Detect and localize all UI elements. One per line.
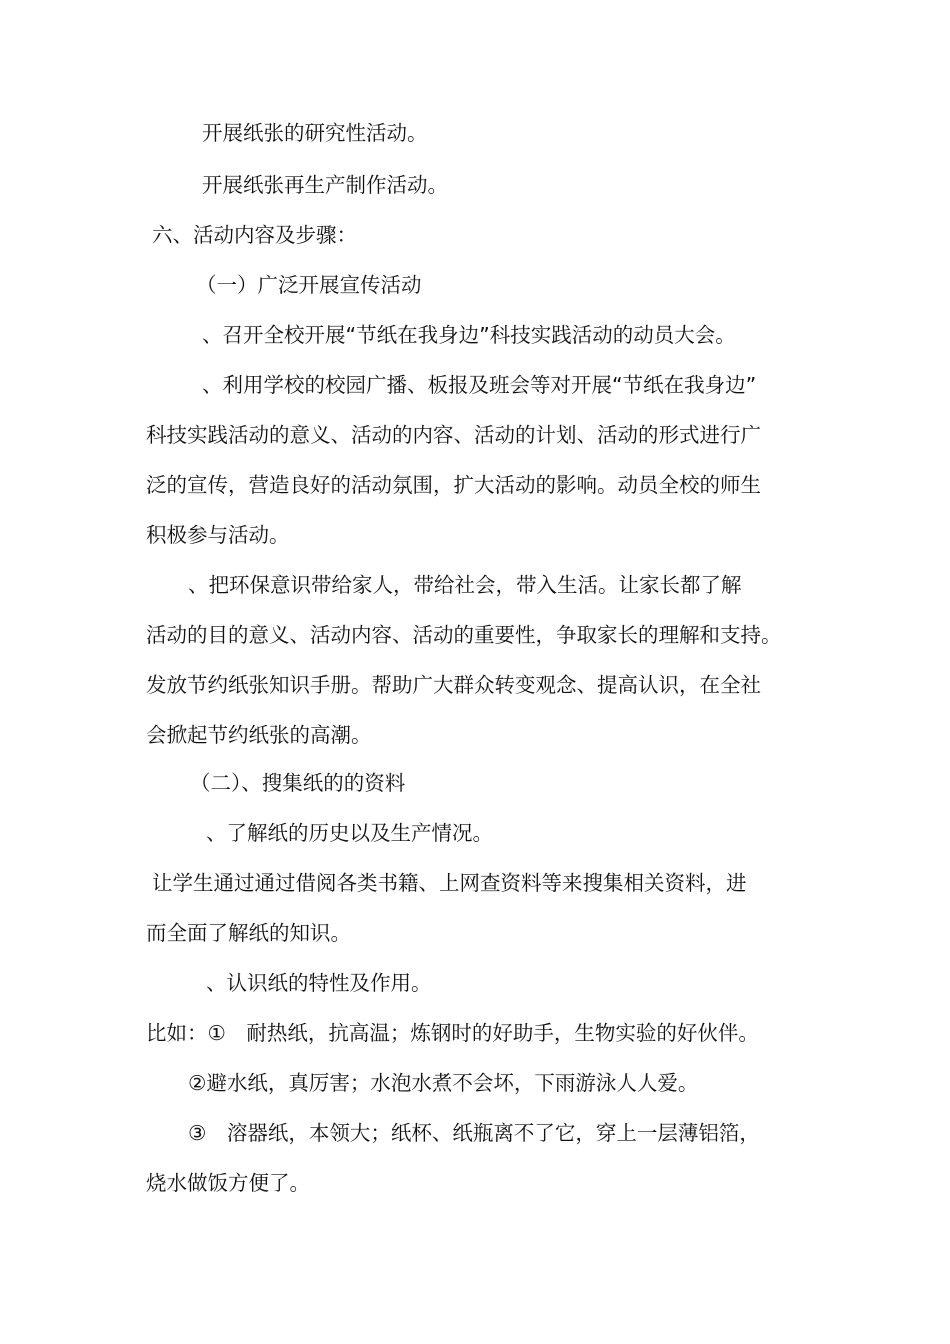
text-line-campus-publicity-cont-1: 科技实践活动的意义、活动的内容、活动的计划、活动的形式进行广 <box>146 423 761 447</box>
section-heading-six: 六、活动内容及步骤： <box>152 223 357 247</box>
subsection-heading-one: （一）广泛开展宣传活动 <box>196 273 422 297</box>
text-line-family-awareness: 、把环保意识带给家人，带给社会，带入生活。让家长都了解 <box>188 573 742 597</box>
text-line-research-activity: 开展纸张的研究性活动。 <box>202 121 428 145</box>
text-line-example-container-paper-cont: 烧水做饭方便了。 <box>146 1171 310 1195</box>
text-line-example-container-paper: ③ 溶器纸，本领大；纸杯、纸瓶离不了它，穿上一层薄铝箔， <box>188 1121 760 1145</box>
text-line-family-awareness-cont-1: 活动的目的意义、活动内容、活动的重要性，争取家长的理解和支持。 <box>146 623 782 647</box>
text-line-example-waterproof-paper: ②避水纸，真厉害；水泡水煮不会坏，下雨游泳人人爱。 <box>188 1071 699 1095</box>
text-line-family-awareness-cont-3: 会掀起节约纸张的高潮。 <box>146 723 372 747</box>
text-line-mobilization-meeting: 、召开全校开展“节纸在我身边”科技实践活动的动员大会。 <box>202 323 736 347</box>
text-line-paper-properties: 、认识纸的特性及作用。 <box>206 971 432 995</box>
text-line-campus-publicity-cont-3: 积极参与活动。 <box>146 523 290 547</box>
text-line-campus-publicity: 、利用学校的校园广播、板报及班会等对开展“节纸在我身边” <box>202 373 757 397</box>
text-line-recycling-activity: 开展纸张再生产制作活动。 <box>202 173 448 197</box>
text-line-family-awareness-cont-2: 发放节约纸张知识手册。帮助广大群众转变观念、提高认识，在全社 <box>146 673 761 697</box>
subsection-heading-two: （二）、搜集纸的的资料 <box>190 771 406 795</box>
text-line-paper-history: 、了解纸的历史以及生产情况。 <box>206 821 493 845</box>
text-line-student-research-cont: 而全面了解纸的知识。 <box>146 921 351 945</box>
text-line-campus-publicity-cont-2: 泛的宣传，营造良好的活动氛围，扩大活动的影响。动员全校的师生 <box>146 473 761 497</box>
text-line-student-research: 让学生通过通过借阅各类书籍、上网查资料等来搜集相关资料，进 <box>152 871 747 895</box>
text-line-example-heat-paper: 比如：① 耐热纸，抗高温；炼钢时的好助手，生物实验的好伙伴。 <box>146 1021 759 1045</box>
